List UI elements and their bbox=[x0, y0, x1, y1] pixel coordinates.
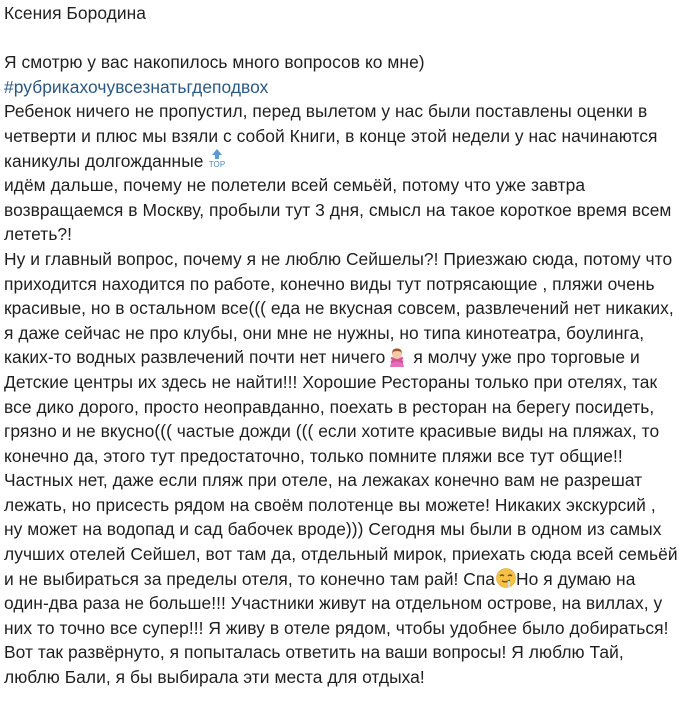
post-line: грязно и не вкусно((( частые дожди ((( если хотите красивые виды на пляжах, то bbox=[4, 421, 660, 442]
post-line: ну может на водопад и сад бабочек вроде))) Сегодня мы были в одном из самых bbox=[4, 519, 662, 540]
post-line: Частных нет, даже если пляж при отеле, на лежаках конечно вам не разрешат bbox=[4, 470, 643, 491]
post-line: лететь?! bbox=[4, 224, 73, 245]
post-line: конечно да, этого тут предостаточно, только помните пляжи все тут общие!! bbox=[4, 445, 623, 466]
post-line: красивые, но в остальном все((( еда не вкусная совсем, развлечений нет никаких, bbox=[4, 298, 674, 319]
post-line: приходится находится по работе, конечно виды тут потрясающие , пляжи очень bbox=[4, 273, 655, 294]
post-author[interactable]: Ксения Бородина bbox=[4, 3, 146, 23]
post-line: все дико дорого, просто неоправданно, поехать в ресторан на берегу посидеть, bbox=[4, 396, 655, 417]
drooling-face-icon bbox=[496, 568, 516, 588]
post-line: четверти и плюс мы взяли с собой Книги, в конце этой недели у нас начинаются bbox=[4, 125, 658, 146]
hashtag-link[interactable]: #рубрикахочувсезнатьгдеподвох bbox=[4, 76, 269, 97]
woman-gesturing-no-icon bbox=[387, 347, 407, 367]
post-intro: Я смотрю у вас накопилось много вопросов ко мне) bbox=[4, 52, 425, 73]
post-line: я даже сейчас не про клубы, они мне не нужны, но типа кинотеатра, боулинга, bbox=[4, 322, 645, 343]
post-line: один-два раза не больше!!! Участники живут на отдельном острове, на виллах, у bbox=[4, 593, 663, 614]
post-line: каникулы долгожданные TOP bbox=[4, 149, 694, 174]
blank-line bbox=[4, 26, 694, 51]
post-line: возвращаемся в Москву, пробыли тут 3 дня, смысл на такое короткое время всем bbox=[4, 199, 672, 220]
post-line: идём дальше, почему не полетели всей семьёй, потому что уже завтра bbox=[4, 175, 586, 196]
svg-text:TOP: TOP bbox=[209, 159, 226, 168]
post-line: них то точно все супер!!! Я живу в отеле рядом, чтобы удобнее было добираться! bbox=[4, 617, 669, 638]
post-line: и не выбираться за пределы отеля, то конечно там рай! Спа Но я думаю на bbox=[4, 568, 636, 589]
post-line: лучших отелей Сейшел, вот там да, отдельный мирок, приехать сюда всей семьёй bbox=[4, 544, 678, 565]
post bbox=[0, 1, 694, 690]
post-line: Детские центры их здесь не найти!!! Хорошие Рестораны только при отелях, так bbox=[4, 371, 658, 392]
post-line: Ребенок ничего не пропустил, перед вылетом у нас были поставлены оценки в bbox=[4, 101, 648, 122]
post-line: лежать, но присесть рядом на своём полотенце вы можете! Никаких экскурсий , bbox=[4, 494, 656, 515]
top-arrow-icon bbox=[206, 148, 228, 168]
post-line: Ну и главный вопрос, почему я не люблю Сейшелы?! Приезжаю сюда, потому что bbox=[4, 248, 673, 269]
post-line: Вот так развёрнуто, я попыталась ответить на ваши вопросы! Я люблю Тай, bbox=[4, 642, 624, 663]
post-line: каких-то водных развлечений почти нет ничего я молчу уже про торговые и bbox=[4, 347, 640, 368]
post-line: люблю Бали, я бы выбирала эти места для отдыха! bbox=[4, 667, 425, 688]
